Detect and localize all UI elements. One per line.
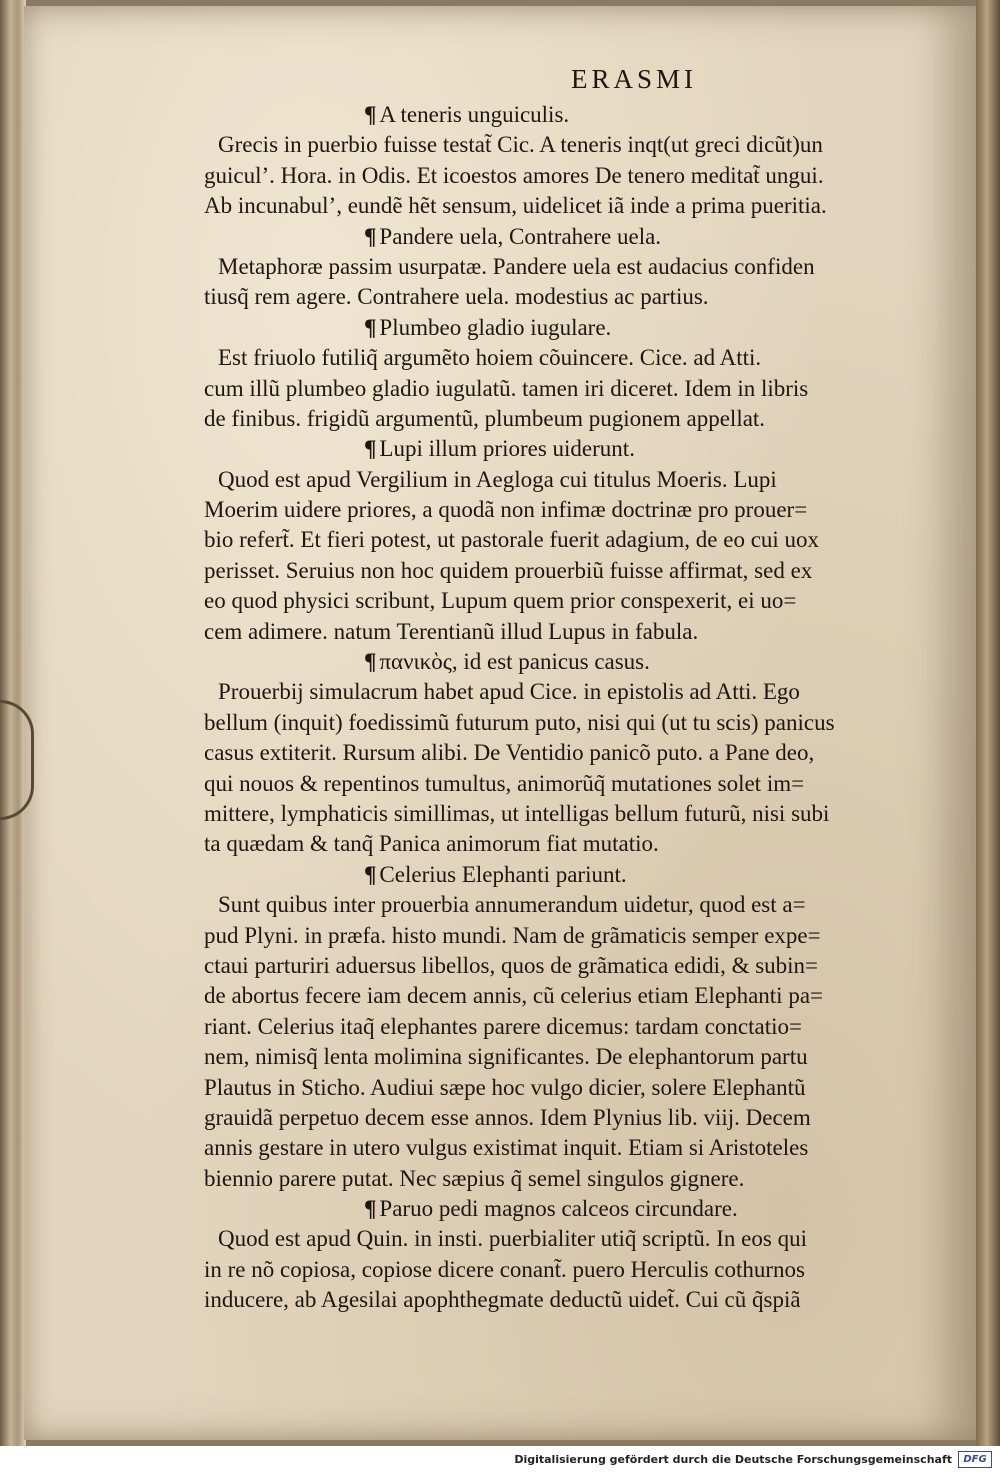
text-line bbox=[204, 1012, 944, 1042]
text-line bbox=[204, 130, 944, 160]
text-line bbox=[204, 981, 944, 1011]
text-line bbox=[204, 1255, 944, 1285]
text-line bbox=[204, 1133, 944, 1163]
text-line bbox=[204, 708, 944, 738]
line-text: de finibus. frigidũ argumentũ, plumbeum pugionem appellat. bbox=[204, 405, 766, 431]
text-line bbox=[204, 1285, 944, 1315]
line-text: Quod est apud Quin. in insti. puerbialiter utiq̃ scriptũ. In eos qui bbox=[218, 1226, 807, 1252]
line-text: Grecis in puerbio fuisse testat̃ Cic. A teneris inqt(ut greci dicũt)un bbox=[218, 132, 823, 158]
text-line bbox=[204, 799, 944, 829]
text-line bbox=[204, 1164, 944, 1194]
line-text: biennio parere putat. Nec sæpius q̃ semel singulos gignere. bbox=[204, 1165, 745, 1191]
line-text: tiusq̃ rem agere. Contrahere uela. modestius ac partius. bbox=[204, 284, 709, 310]
text-line bbox=[204, 677, 944, 707]
text-line bbox=[204, 921, 944, 951]
line-text: inducere, ab Agesilai apophthegmate deductũ uidet̃. Cui cũ q̃spiã bbox=[204, 1287, 801, 1313]
line-text: Celerius Elephanti pariunt. bbox=[379, 861, 627, 887]
text-line bbox=[204, 556, 944, 586]
text-line bbox=[204, 890, 944, 920]
line-text: nem, nimisq̃ lenta molimina significantes. De elephantorum partu bbox=[204, 1044, 808, 1070]
text-line bbox=[204, 465, 944, 495]
line-text: mittere, lymphaticis simillimas, ut intelligas bellum futurũ, nisi subi bbox=[204, 800, 830, 826]
pilcrow-icon: ¶ bbox=[364, 649, 377, 675]
line-text: Plumbeo gladio iugulare. bbox=[379, 314, 612, 340]
line-text: bellum (inquit) foedissimũ futurum puto, nisi qui (ut tu scis) panicus bbox=[204, 709, 835, 735]
text-line bbox=[204, 161, 944, 191]
line-text: Plautus in Sticho. Audiui sæpe hoc vulgo dicier, solere Elephantũ bbox=[204, 1074, 806, 1100]
text-line bbox=[204, 617, 944, 647]
line-text: Lupi illum priores uiderunt. bbox=[379, 436, 635, 462]
line-text: bio refert̃. Et fieri potest, ut pastorale fuerit adagium, de eo cui uox bbox=[204, 527, 820, 553]
text-line bbox=[204, 1073, 944, 1103]
running-head: ERASMI bbox=[570, 64, 697, 94]
line-text: Moerim uidere priores, a quodã non infimæ doctrinæ pro prouer= bbox=[204, 497, 808, 523]
line-text: perisset. Seruius non hoc quidem prouerbiũ fuisse affirmat, sed ex bbox=[204, 557, 813, 583]
line-text: annis gestare in utero vulgus existimat inquit. Etiam si Aristoteles bbox=[204, 1135, 809, 1161]
pilcrow-icon: ¶ bbox=[364, 1196, 377, 1222]
text-line bbox=[204, 495, 944, 525]
text-line bbox=[204, 525, 944, 555]
line-text: Prouerbij simulacrum habet apud Cice. in epistolis ad Atti. Ego bbox=[218, 679, 800, 705]
text-line bbox=[204, 1042, 944, 1072]
text-line bbox=[204, 343, 944, 373]
adage-title bbox=[204, 434, 944, 464]
line-text: A teneris unguiculis. bbox=[379, 102, 570, 127]
adage-title bbox=[204, 860, 944, 890]
line-text: qui nouos & repentinos tumultus, animorũq̃ mutationes solet im= bbox=[204, 770, 805, 796]
line-text: grauidã perpetuo decem esse annos. Idem Plynius lib. viij. Decem bbox=[204, 1104, 811, 1130]
line-text: Pandere uela, Contrahere uela. bbox=[379, 223, 662, 249]
line-text: Paruo pedi magnos calceos circundare. bbox=[379, 1196, 738, 1222]
adage-title bbox=[204, 647, 944, 677]
line-text: casus extiterit. Rursum alibi. De Ventidio panicõ puto. a Pane deo, bbox=[204, 740, 815, 766]
footer-credit: Digitalisierung gefördert durch die Deutsche Forschungsgemeinschaft bbox=[514, 1453, 952, 1466]
pilcrow-icon: ¶ bbox=[364, 102, 377, 127]
line-text: cum illũ plumbeo gladio iugulatũ. tamen iri diceret. Idem in libris bbox=[204, 375, 809, 401]
text-line bbox=[204, 1224, 944, 1254]
text-line bbox=[204, 1103, 944, 1133]
line-text: ta quædam & tanq̃ Panica animorum fiat mutatio. bbox=[204, 831, 659, 857]
adage-title bbox=[204, 313, 944, 343]
book-page bbox=[24, 6, 976, 1440]
line-text: cem adimere. natum Terentianũ illud Lupus in fabula. bbox=[204, 618, 699, 644]
line-text: in re nõ copiosa, copiose dicere conant̃. puero Herculis cothurnos bbox=[204, 1256, 805, 1282]
adage-title bbox=[204, 222, 944, 252]
text-line bbox=[204, 282, 944, 312]
pilcrow-icon: ¶ bbox=[364, 314, 377, 340]
binding-edge bbox=[976, 0, 1000, 1446]
line-text: Quod est apud Vergilium in Aegloga cui titulus Moeris. Lupi bbox=[218, 466, 777, 492]
adage-title bbox=[204, 1194, 944, 1224]
line-text: Sunt quibus inter prouerbia annumerandum uidetur, quod est a= bbox=[218, 892, 806, 918]
line-text: πανικὸς, id est panicus casus. bbox=[379, 649, 650, 675]
footer-bar bbox=[0, 1446, 1000, 1474]
dfg-logo-icon: DFG bbox=[958, 1451, 992, 1468]
text-line bbox=[204, 738, 944, 768]
pilcrow-icon: ¶ bbox=[364, 223, 377, 249]
text-line bbox=[204, 374, 944, 404]
line-text: Est friuolo futiliq̃ argumẽto hoiem cõuincere. Cice. ad Atti. bbox=[218, 345, 762, 371]
adage-title bbox=[204, 100, 944, 130]
pilcrow-icon: ¶ bbox=[364, 436, 377, 462]
line-text: guicul’. Hora. in Odis. Et icoestos amores De tenero meditat̃ ungui. bbox=[204, 162, 824, 188]
text-line bbox=[204, 829, 944, 859]
text-line bbox=[204, 404, 944, 434]
pilcrow-icon: ¶ bbox=[364, 861, 377, 887]
line-text: ctaui parturiri aduersus libellos, quos de grãmatica edidi, & subin= bbox=[204, 952, 819, 978]
text-line bbox=[204, 951, 944, 981]
line-text: eo quod physici scribunt, Lupum quem prior conspexerit, ei uo= bbox=[204, 588, 797, 614]
line-text: pud Plyni. in præfa. histo mundi. Nam de grãmaticis semper expe= bbox=[204, 922, 821, 948]
text-line bbox=[204, 769, 944, 799]
line-text: riant. Celerius itaq̃ elephantes parere dicemus: tardam conctatio= bbox=[204, 1013, 802, 1039]
line-text: Metaphoræ passim usurpatæ. Pandere uela est audacius confiden bbox=[218, 253, 815, 279]
page-text bbox=[204, 58, 944, 1316]
text-line bbox=[204, 252, 944, 282]
text-line bbox=[204, 191, 944, 221]
line-text: Ab incunabul’, eundẽ hẽt sensum, uidelicet iã inde a prima pueritia. bbox=[204, 193, 827, 219]
line-text: de abortus fecere iam decem annis, cũ celerius etiam Elephanti pa= bbox=[204, 983, 824, 1009]
clasp-loop bbox=[0, 700, 34, 820]
text-line bbox=[204, 586, 944, 616]
